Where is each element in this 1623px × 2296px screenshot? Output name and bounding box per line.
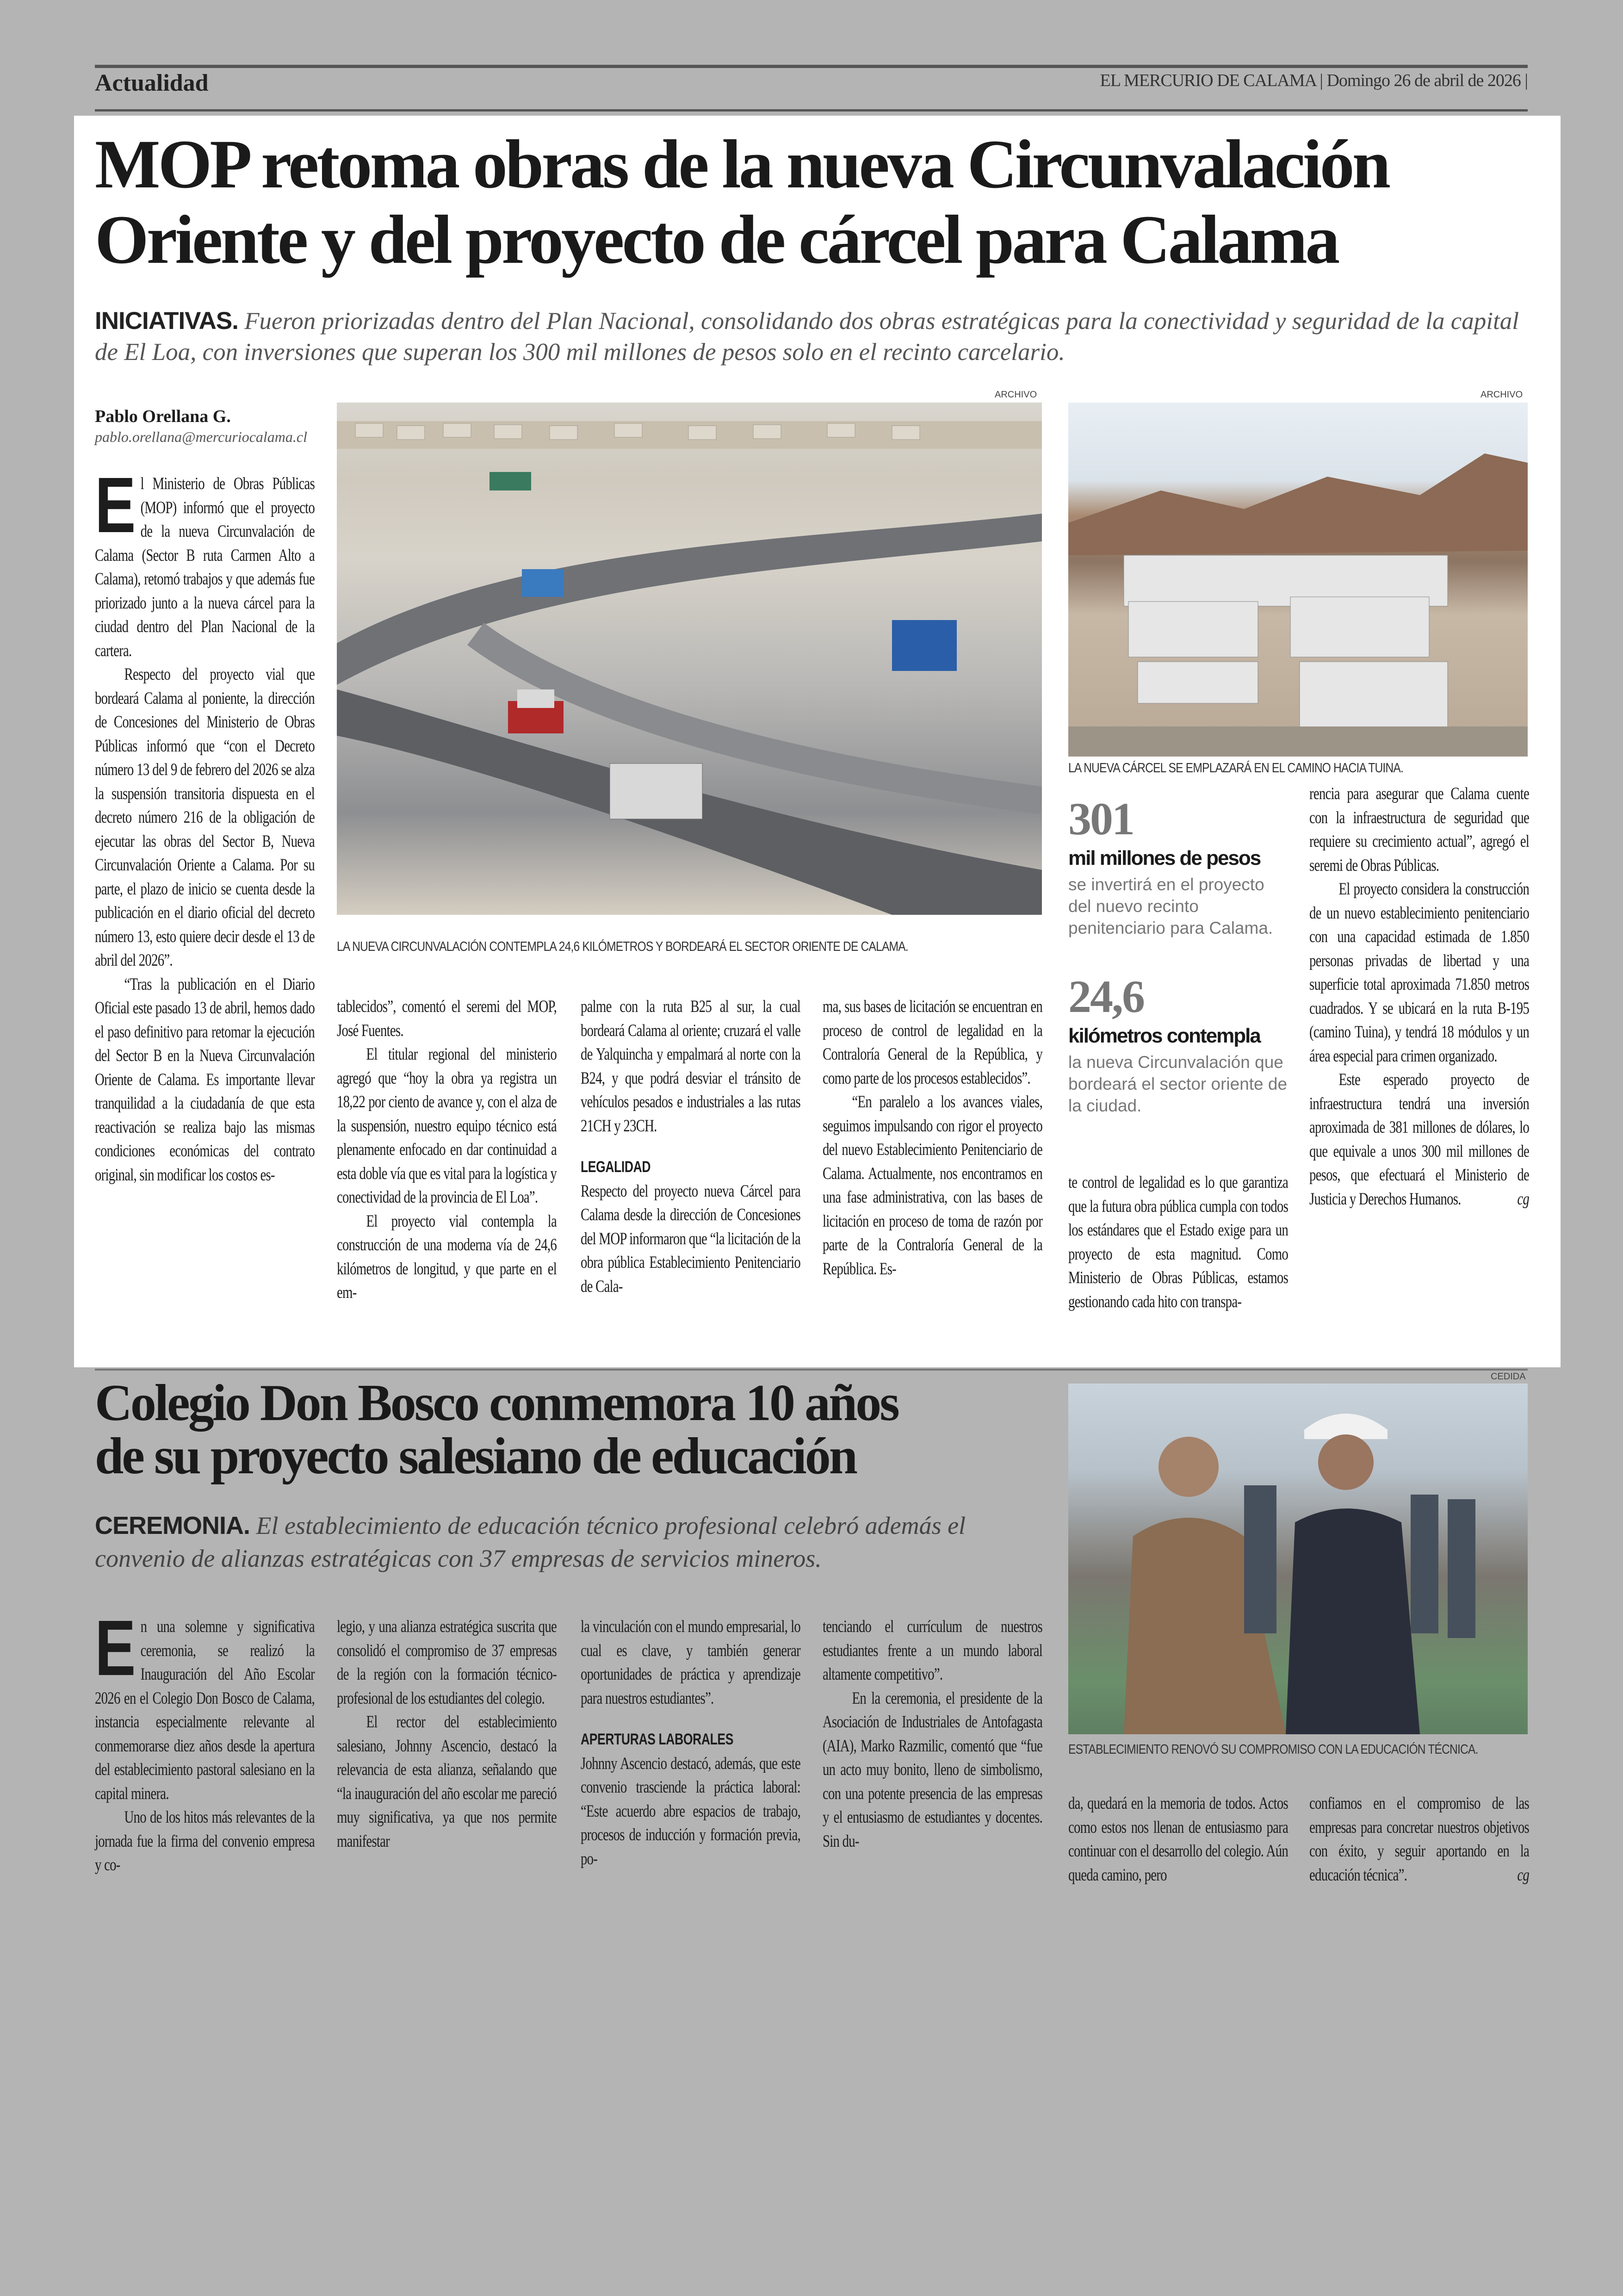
paragraph-text: l Ministerio de Obras Públicas (MOP) informó que el proyecto de la nueva Circunvalación de Calama (Sector B ruta Carmen Alto a Calama), retomó trabajos y que además fue priorizado junto a la nueva cárcel para la ciudad dentro del Plan Nacional de la cartera. [95,474,315,660]
paragraph [95,1806,315,1877]
paragraph [95,663,315,973]
paragraph-text: En la ceremonia, el presidente de la Asociación de Industriales de Antofagasta (AIA), Marko Razmilic, comentó que “fue un acto muy bonito, lleno de simbolismo, con una potente presencia de las empresas y el entusiasmo de estudiantes y docentes. Sin du- [823,1688,1043,1851]
paragraph [1068,1171,1288,1314]
paragraph-text: legio, y una alianza estratégica suscrita que consolidó el compromiso de 37 empresas de la región con la formación técnico-profesional de los estudiantes del colegio. [337,1617,557,1708]
photo-ceremony [1068,1384,1528,1734]
masthead-dateline: EL MERCURIO DE CALAMA | Domingo 26 de abril de 2026 | [1100,71,1528,90]
paragraph-text: rencia para asegurar que Calama cuente con la infraestructura de seguridad que requiere su crecimiento actual”, agregó el seremi de Obras Públicas. [1309,784,1530,875]
article-divider [95,1369,1528,1371]
article-2-deck-text: El establecimiento de educación técnico profesional celebró además el convenio de alianzas estratégicas con 37 empresas de servicios mineros. [95,1512,966,1572]
article-1-deck [95,305,1534,368]
byline-email[interactable]: pablo.orellana@mercuriocalama.cl [95,428,307,445]
paragraph [823,1615,1042,1687]
article-2-kicker: CEREMONIA. [95,1512,250,1539]
article-1-column-5 [1068,1171,1288,1314]
byline-name: Pablo Orellana G. [95,407,231,426]
photo-1-credit: ARCHIVO [995,390,1037,400]
paragraph-text: palme con la ruta B25 al sur, la cual bordeará Calama al oriente; cruzará el valle de Yalquincha y empalmará al norte con la B24, y que podrá desviar el tránsito de vehículos pesados e industriales a las rutas 21CH y 23CH. [581,997,801,1136]
article-1-column-4 [823,995,1042,1281]
paragraph [337,995,557,1043]
paragraph [823,1090,1042,1281]
highway-illustration [337,403,1042,915]
paragraph-text: “Tras la publicación en el Diario Oficial este pasado 13 de abril, hemos dado el paso definitivo para retomar la ejecución del Sector B en la Nueva Circunvalación Oriente de Calama. Es importante llevar tranquilidad a la ciudadanía de que esta reactivación se realiza bajo las mismas condiciones económicas del contrato original, sin modificar los costos es- [95,974,315,1185]
stat-1-label: mil millones de pesos [1068,847,1261,869]
photo-2-credit: ARCHIVO [1481,390,1523,400]
paragraph-text: El proyecto vial contempla la construcción de una moderna vía de 24,6 kilómetros de longitud, y que parte en el em- [337,1211,557,1302]
stat-2-text: la nueva Circunvalación que bordeará el sector oriente de la ciudad. [1068,1053,1288,1115]
paragraph-text: da, quedará en la memoria de todos. Actos como estos nos llenan de entusiasmo para continuar con el desarrollo del colegio. Aún queda camino, pero [1068,1794,1288,1885]
article-2-headline-line-1: Colegio Don Bosco conmemora 10 años [95,1374,898,1432]
paragraph [581,1615,800,1710]
paragraph [581,995,800,1138]
paragraph-text: la vinculación con el mundo empresarial, lo cual es clave, y también generar oportunidades de práctica y aprendizaje para nuestros estudiantes”. [581,1617,801,1708]
paragraph-text: confiamos en el compromiso de las empresas para concretar nuestros objetivos con éxito, y seguir aportando en la educación técnica”. [1309,1794,1530,1885]
stat-1-text: se invertirá en el proyecto del nuevo recinto penitenciario para Calama. [1068,875,1273,937]
header-rule-bottom [95,109,1528,112]
drop-cap: E [95,1604,136,1692]
paragraph-text: Johnny Ascencio destacó, además, que este convenio trasciende la práctica laboral: “Este acuerdo abre espacios de trabajo, procesos de inducción y formación previa, po- [581,1754,801,1868]
article-2-column-6 [1309,1792,1529,1887]
subheading: APERTURAS LABORALES [581,1731,734,1748]
paragraph-text: “En paralelo a los avances viales, seguimos impulsando con rigor el proyecto del nuevo Establecimiento Penitenciario de Calama. Actualmente, nos encontramos en una fase administrativa, con las bases de licitación en proceso de toma de razón por parte de la Contraloría General de la República. Es- [823,1092,1043,1278]
paragraph [581,1752,800,1871]
article-2-headline-line-2: de su proyecto salesiano de educación [95,1427,856,1485]
prison-render-illustration [1068,403,1528,757]
stat-2-label: kilómetros contempla [1068,1024,1260,1047]
article-1-kicker: INICIATIVAS. [95,307,238,335]
paragraph-text: Este esperado proyecto de infraestructura tendrá una inversión aproximada de 381 millones de dólares, lo que equivale a unos 300 mil millones de pesos, que efectuará el Ministerio de Justicia y Derechos Humanos. [1309,1070,1530,1209]
photo-1-caption: LA NUEVA CIRCUNVALACIÓN CONTEMPLA 24,6 KILÓMETROS Y BORDEARÁ EL SECTOR ORIENTE DE CALAMA. [337,939,908,954]
article-1-column-6 [1309,782,1529,1211]
paragraph [1309,782,1529,877]
article-2-column-1 [95,1604,315,1877]
article-1-column-3 [581,995,800,1298]
paragraph-text: El titular regional del ministerio agregó que “hoy la obra ya registra un 18,22 por ciento de avance y, con el alza de la suspensión, nuestro equipo técnico está plenamente enfocado en dar continuidad a esta doble vía que es vital para la logística y conectividad de la provincia de El Loa”. [337,1045,557,1207]
paragraph [337,1710,557,1853]
paragraph [337,1210,557,1305]
paragraph-text: El rector del establecimiento salesiano, Johnny Ascencio, destacó la relevancia de esta alianza, señalando que “la inauguración del año escolar me pareció muy significativa, ya que nos permite manifestar [337,1713,557,1851]
paragraph [95,1604,315,1806]
drop-cap: E [95,461,136,549]
paragraph [95,973,315,1187]
paragraph [581,1179,800,1299]
paragraph-text: tenciando el currículum de nuestros estudiantes frente a un mundo laboral altamente competitivo”. [823,1617,1043,1684]
paragraph [1309,877,1529,1068]
header-rule-top [95,65,1528,68]
photo-3-caption: ESTABLECIMIENTO RENOVÓ SU COMPROMISO CON LA EDUCACIÓN TÉCNICA. [1068,1742,1478,1757]
paragraph [823,995,1042,1090]
paragraph-text: n una solemne y significativa ceremonia, se realizó la Inauguración del Año Escolar 2026 en el Colegio Don Bosco de Calama, instancia especialmente relevante al conmemorarse diez años desde la apertura del establecimiento pastoral salesiano en la capital minera. [95,1617,315,1803]
paragraph-text: te control de legalidad es lo que garantiza que la futura obra pública cumpla con todos los estándares que el Estado exige para un proyecto de esta magnitud. Como Ministerio de Obras Públicas, estamos gestionando cada hito con transpa- [1068,1173,1288,1311]
article-1-headline-line-2: Oriente y del proyecto de cárcel para Calama [95,201,1338,278]
article-2-column-2 [337,1615,557,1853]
section-title: Actualidad [95,70,209,96]
paragraph [95,461,315,663]
article-1-column-1 [95,461,315,1187]
photo-3-credit: CEDIDA [1491,1371,1526,1382]
end-of-article-mark: cg [1517,1189,1530,1209]
paragraph [1068,1792,1288,1887]
paragraph-text: El proyecto considera la construcción de un nuevo establecimiento penitenciario con una capacidad estimada de 1.850 personas privadas de libertad y una superficie total aproximada 71.850 metros cuadrados. Y se ubicará en la ruta B-195 (camino Tuina), y tendrá 18 módulos y un área especial para crimen organizado. [1309,880,1530,1066]
paragraph-text: Respecto del proyecto vial que bordeará Calama al poniente, la dirección de Concesiones del Ministerio de Obras Públicas informó que “con el Decreto número 13 del 9 de febrero del 2026 se alza la suspensión transitoria dispuesta en el decreto número 216 de la obligación de ejecutar las obras del Sector B, Nueva Circunvalación Oriente a Calama. Por su parte, el plazo de inicio se cuenta desde la publicación en el diario oficial del decreto número 13, esto quiere decir desde el 13 de abril del 2026”. [95,665,315,970]
stat-1-number: 301 [1068,793,1134,844]
paragraph [823,1687,1042,1854]
ceremony-illustration [1068,1384,1528,1734]
article-2-column-3 [581,1615,800,1871]
photo-prison-render [1068,403,1528,757]
article-2-deck [95,1509,1029,1575]
paragraph-text: Respecto del proyecto nueva Cárcel para Calama desde la dirección de Concesiones del MOP informaron que “la licitación de la obra pública Establecimiento Penitenciario de Cala- [581,1181,801,1296]
article-2-column-5 [1068,1792,1288,1887]
paragraph-text: tablecidos”, comentó el seremi del MOP, José Fuentes. [337,997,557,1040]
article-1-column-2 [337,995,557,1305]
paragraph-text: Uno de los hitos más relevantes de la jornada fue la firma del convenio empresa y co- [95,1808,315,1874]
article-2-column-4 [823,1615,1042,1853]
end-of-article-mark: cg [1517,1865,1530,1885]
paragraph [1309,1068,1529,1211]
article-1-headline-line-1: MOP retoma obras de la nueva Circunvalación [95,126,1389,203]
photo-highway [337,403,1042,915]
paragraph [1309,1792,1529,1887]
stat-2-number: 24,6 [1068,971,1144,1022]
photo-2-caption: LA NUEVA CÁRCEL SE EMPLAZARÁ EN EL CAMINO HACIA TUINA. [1068,761,1403,776]
paragraph [337,1043,557,1210]
subheading: LEGALIDAD [581,1158,651,1176]
paragraph-text: ma, sus bases de licitación se encuentran en proceso de control de legalidad en la Contraloría General de la República, y como parte de los procesos establecidos”. [823,997,1043,1088]
paragraph [337,1615,557,1710]
article-1-deck-text: Fueron priorizadas dentro del Plan Nacional, consolidando dos obras estratégicas para la conectividad y seguridad de la capital de El Loa, con inversiones que superan los 300 mil millones de pesos solo en el recinto carcelario. [95,308,1519,366]
